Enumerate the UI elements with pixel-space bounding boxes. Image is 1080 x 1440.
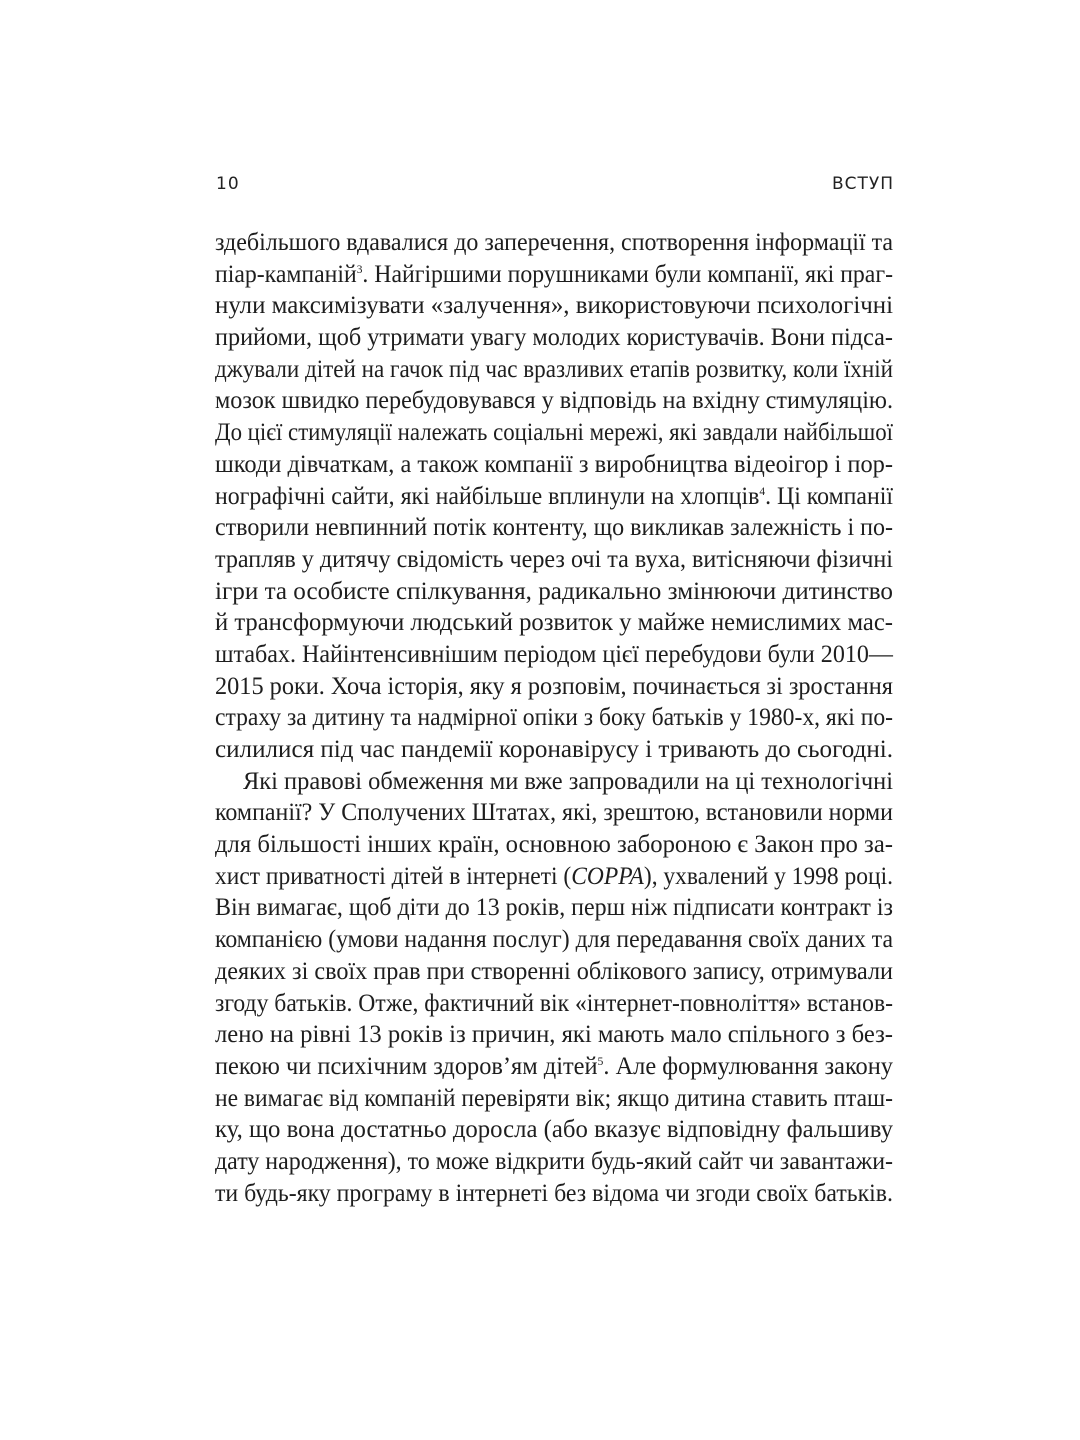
text-line-content: згоду батьків. Отже, фактичний вік «інтернет-повноліття» встанов- [215, 989, 893, 1017]
running-head: ВСТУП [831, 174, 894, 194]
text-line [215, 385, 893, 417]
text-line-content: 2015 роки. Хоча історія, яку я розповім, починається зі зростання [215, 672, 893, 700]
text-line [215, 1051, 893, 1083]
text-line [215, 512, 893, 544]
text-line-content: й трансформуючи людський розвиток у майже немислимих мас- [215, 609, 893, 637]
text-line-content: нографічні сайти, які найбільше вплинули на хлопців$^4$. Ці компанії [215, 482, 893, 510]
text-line-content: трапляв у дитячу свідомість через очі та вуха, витісняючи фізичні [215, 545, 893, 573]
text-line [215, 734, 893, 766]
text-line-content: страху за дитину та надмірної опіки з боку батьків у 1980-х, які по- [215, 704, 893, 732]
text-line-content: для більшості інших країн, основною забороною є Закон про за- [215, 831, 893, 859]
text-line [215, 702, 893, 734]
text-line-content: пекою чи психічним здоров’ям дітей$^5$. Але формулювання закону [215, 1052, 893, 1080]
text-line-content: створили невпинний потік контенту, що викликав залежність і по- [215, 514, 893, 542]
text-line [215, 354, 893, 386]
text-line-content: силилися під час пандемії коронавірусу і тривають до сьогодні. [215, 736, 894, 763]
text-line-content: піар-кампаній$^3$. Найгіршими порушниками були компанії, які праг- [215, 260, 893, 288]
text-line-content: хист приватності дітей в інтернеті (COPPA), ухвалений у 1998 році. [215, 862, 893, 890]
text-line [215, 259, 893, 291]
text-line-content: ку, що вона достатньо доросла (або вказує відповідну фальшиву [215, 1116, 893, 1144]
text-line [215, 797, 893, 829]
text-line-content: компанією (умови надання послуг) для передавання своїх даних та [215, 926, 893, 954]
text-line [215, 892, 893, 924]
text-line [215, 449, 893, 481]
text-line [215, 639, 893, 671]
text-line [215, 671, 893, 703]
text-line [215, 227, 893, 259]
text-line-content: лено на рівні 13 років із причин, які мають мало спільного з без- [215, 1021, 893, 1049]
text-line [215, 956, 893, 988]
text-line [215, 576, 893, 608]
text-line-content: мозок швидко перебудовувався у відповідь на вхідну стимуляцію. [215, 387, 893, 415]
text-line [215, 988, 893, 1020]
text-line-content: здебільшого вдавалися до заперечення, спотворення інформації та [215, 229, 893, 256]
text-line-content: шкоди дівчаткам, а також компанії з виробництва відеоігор і пор- [215, 450, 893, 478]
page-number: 10 [216, 174, 240, 194]
text-line [215, 861, 893, 893]
text-line [215, 829, 893, 861]
text-line-content: не вимагає від компаній перевіряти вік; якщо дитина ставить пташ- [215, 1084, 893, 1112]
text-line-content: компанії? У Сполучених Штатах, які, зрештою, встановили норми [215, 799, 893, 827]
text-line [215, 1146, 893, 1178]
text-line [215, 1083, 893, 1115]
body-text [215, 227, 893, 1209]
text-line-content: прийоми, щоб утримати увагу молодих користувачів. Вони підса- [215, 324, 893, 352]
text-line-content: Він вимагає, щоб діти до 13 років, перш ніж підписати контракт із [215, 894, 893, 922]
text-line [215, 607, 893, 639]
text-line-content: деяких зі своїх прав при створенні облікового запису, отримували [215, 957, 893, 985]
text-line-content: штабах. Найінтенсивнішим періодом цієї перебудови були 2010— [215, 640, 893, 668]
text-line [215, 481, 893, 513]
text-line-content: ігри та особисте спілкування, радикально змінюючи дитинство [215, 577, 894, 605]
text-line [215, 1114, 893, 1146]
text-line [215, 544, 893, 576]
text-line [215, 322, 893, 354]
text-line-content: ти будь-яку програму в інтернеті без відома чи згоди своїх батьків. [215, 1179, 893, 1207]
text-line-content: дату народження), то може відкрити будь-який сайт чи завантажи- [215, 1147, 893, 1175]
text-line-content: джували дітей на гачок під час вразливих етапів розвитку, коли їхній [215, 355, 893, 383]
text-line-content: нули максимізувати «залучення», використовуючи психологічні [215, 292, 893, 320]
text-line [215, 924, 893, 956]
text-line [215, 766, 893, 798]
text-line [215, 1178, 893, 1210]
text-line [215, 290, 893, 322]
text-line-content: Які правові обмеження ми вже запровадили на ці технологічні [243, 767, 893, 795]
text-line [215, 417, 893, 449]
text-line [215, 1019, 893, 1051]
text-line-content: До цієї стимуляції належать соціальні мережі, які завдали найбільшої [215, 419, 893, 447]
